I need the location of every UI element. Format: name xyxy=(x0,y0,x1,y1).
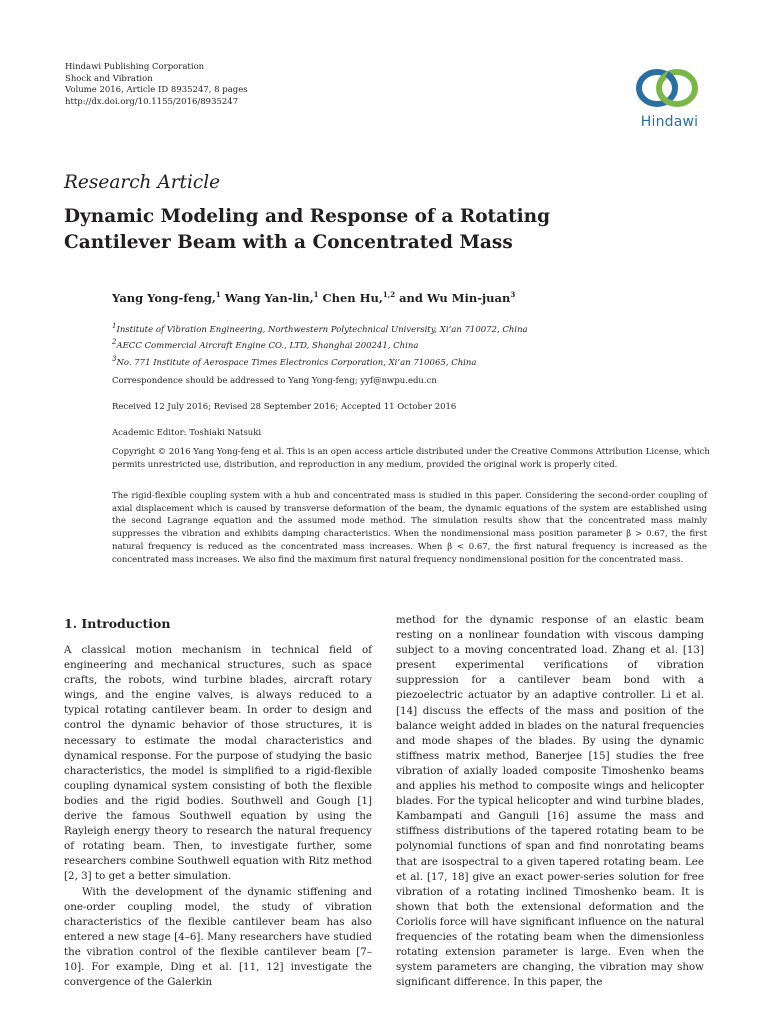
correspondence-line: Correspondence should be addressed to Yang Yong-feng; yyf@nwpu.edu.cn xyxy=(112,376,437,386)
author-name: Chen Hu, xyxy=(322,290,383,305)
article-type: Research Article xyxy=(64,172,221,193)
academic-editor: Academic Editor: Toshiaki Natsuki xyxy=(112,428,262,438)
author-list xyxy=(112,290,515,305)
volume-line: Volume 2016, Article ID 8935247, 8 pages xyxy=(65,85,248,95)
affiliation-item xyxy=(112,353,528,369)
abstract: The rigid-flexible coupling system with a hub and concentrated mass is studied in this paper. Considering the second-order coupling of axial displacement which is caused by transverse deformation of the beam, the dynamic equations of the system are established using the second Lagrange equation and the assumed mode method. The simulation results show that the concentrated mass mainly suppresses the vibration and exhibits damping characteristics. When the nondimensional mass position parameter β > 0.67, the first natural frequency is reduced as the concentrated mass increases. When β < 0.67, the first natural frequency is increased as the concentrated mass increases. We also find the maximum first natural frequency nondimensional position for the concentrated mass. xyxy=(112,491,707,565)
affiliation-text: AECC Commercial Aircraft Engine CO., LTD, Shanghai 200241, China xyxy=(116,341,419,352)
copyright-notice: Copyright © 2016 Yang Yong-feng et al. This is an open access article distributed under the Creative Commons Attribution License, which permits unrestricted use, distribution, and reproduction in any medium, provided the original work is properly cited. xyxy=(112,447,710,470)
paragraph: method for the dynamic response of an elastic beam resting on a nonlinear foundation with viscous damping subject to a moving concentrated load. Zhang et al. [13] present experimental verifications of vibration suppression for a cantilever beam bond with a piezoelectric actuator by an adaptive controller. Li et al. [14] discuss the effects of the mass and position of the balance weight added in blades on the natural frequencies and mode shapes of the blades. By using the dynamic stiffness matrix method, Banerjee [15] studies the free vibration of axially loaded composite Timoshenko beams and applies his method to composite wings and helicopter blades. For the typical helicopter and wind turbine blades, Kambampati and Ganguli [16] assume the mass and stiffness distributions of the tapered rotating beam to be polynomial functions of span and find nonrotating beams that are isospectral to a given tapered rotating beam. Lee et al. [17, 18] give an exact power-series solution for free vibration of a rotating inclined Timoshenko beam. It is shown that both the extensional deformation and the Coriolis force will have significant influence on the natural frequencies of the rotating beam when the dimensionless rotating extension parameter is large. Even when the system parameters are changing, the vibration may show significant difference. In this paper, the xyxy=(396,614,704,989)
doi-link[interactable]: http://dx.doi.org/10.1155/2016/8935247 xyxy=(65,96,239,107)
affiliation-text: No. 771 Institute of Aerospace Times Electronics Corporation, Xi’an 710065, China xyxy=(116,357,477,368)
affiliation-number: 2 xyxy=(112,338,117,347)
author-affiliation-mark: 1 xyxy=(215,290,221,299)
affiliation-item xyxy=(112,320,528,336)
paragraph: With the development of the dynamic stiffening and one-order coupling model, the study of vibration characteristics of the flexible cantilever beam has also entered a new stage [4–6]. Many researchers have studied the vibration control of the flexible cantilever beam [7–10]. For example, Ding et al. [11, 12] investigate the convergence of the Galerkin xyxy=(64,885,372,989)
hindawi-wordmark: Hindawi xyxy=(640,114,699,130)
journal-name: Shock and Vibration xyxy=(65,73,153,84)
publisher-line: Hindawi Publishing Corporation xyxy=(65,62,205,72)
left-column xyxy=(64,643,372,990)
paragraph: A classical motion mechanism in technical field of engineering and mechanical structures, such as space crafts, the robots, wind turbine blades, aircraft rotary wings, and the engine valves, is always reduced to a typical rotating cantilever beam. In order to design and control the dynamic behavior of those structures, it is necessary to estimate the modal characteristics and dynamical response. For the purpose of studying the basic characteristics, the model is simplified to a rigid-flexible coupling dynamical system consisting of both the flexible bodies and the rigid bodies. Southwell and Gough [1] derive the famous Southwell equation by using the Rayleigh energy theory to research the natural frequency of rotating beam. Then, to investigate further, some researchers combine Southwell equation with Ritz method [2, 3] to get a better simulation. xyxy=(64,644,372,883)
affiliation-text: Institute of Vibration Engineering, Northwestern Polytechnical University, Xi’an 710072, China xyxy=(116,324,528,335)
author-name: Yang Yong-feng, xyxy=(112,290,216,305)
dates-line: Received 12 July 2016; Revised 28 September 2016; Accepted 11 October 2016 xyxy=(112,402,457,412)
author-name: and Wu Min-juan xyxy=(399,290,511,305)
affiliation-list xyxy=(112,320,528,369)
affiliation-number: 1 xyxy=(112,322,117,330)
author-name: Wang Yan-lin, xyxy=(224,290,314,305)
author-affiliation-mark: 3 xyxy=(510,290,516,299)
author-affiliation-mark: 1,2 xyxy=(382,290,396,299)
right-column xyxy=(396,613,704,990)
affiliation-item xyxy=(112,336,528,352)
author-affiliation-mark: 1 xyxy=(313,290,319,299)
affiliation-number: 3 xyxy=(112,354,117,363)
journal-header xyxy=(65,62,248,108)
article-title: Dynamic Modeling and Response of a Rotating Cantilever Beam with a Concentrated Mass xyxy=(64,206,551,253)
section-heading: 1. Introduction xyxy=(64,616,171,631)
